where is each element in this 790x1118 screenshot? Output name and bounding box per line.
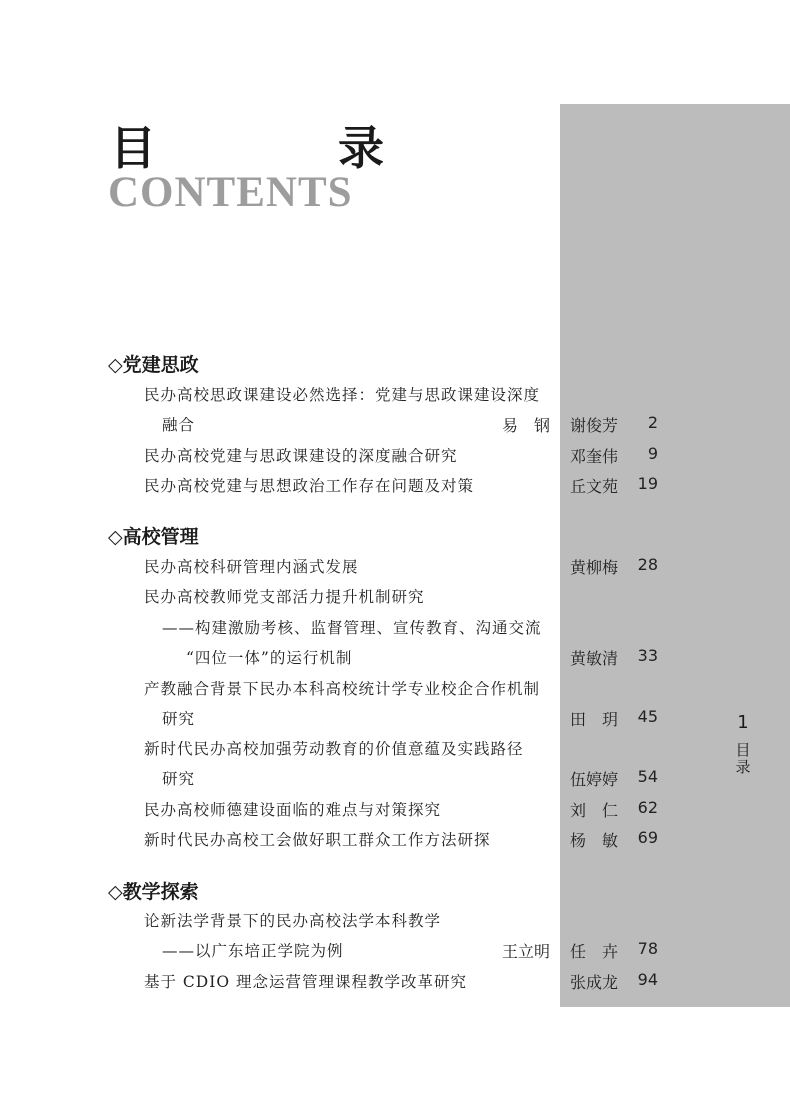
side-section-label: 目录	[735, 741, 751, 776]
toc-entry-author: 谢俊芳	[570, 416, 619, 435]
toc-entry-author: 王立明	[502, 942, 551, 961]
toc-entry-author: 黄敏清	[570, 649, 619, 668]
toc-entry-author: 易 钢	[502, 416, 551, 435]
toc-entry-title[interactable]: 新时代民办高校工会做好职工群众工作方法研探	[144, 831, 491, 849]
toc-entry-page[interactable]: 45	[637, 707, 658, 726]
toc-entry-author: 丘文苑	[570, 477, 619, 496]
toc-entry-title-cont[interactable]: 融合	[162, 416, 196, 434]
toc-entry-title[interactable]: 新时代民办高校加强劳动教育的价值意蕴及实践路径	[144, 740, 524, 758]
toc-entry-page[interactable]: 19	[637, 474, 658, 493]
toc-entry-author: 张成龙	[570, 973, 619, 992]
toc-entry-page[interactable]: 2	[647, 413, 658, 432]
toc-entry-page[interactable]: 9	[647, 444, 658, 463]
section-heading-party-building: ◇党建思政	[108, 354, 199, 376]
section-heading-college-management: ◇高校管理	[108, 526, 199, 548]
toc-entry-page[interactable]: 62	[637, 798, 658, 817]
toc-entry-page[interactable]: 94	[637, 970, 658, 989]
toc-entry-page[interactable]: 69	[637, 828, 658, 847]
toc-entry-subtitle[interactable]: ——以广东培正学院为例	[162, 942, 344, 960]
toc-entry-author: 任 卉	[570, 942, 619, 961]
toc-entry-title[interactable]: 民办高校教师党支部活力提升机制研究	[144, 588, 425, 606]
toc-entry-page[interactable]: 54	[637, 767, 658, 786]
toc-entry-page[interactable]: 33	[637, 646, 658, 665]
toc-entry-title[interactable]: 产教融合背景下民办本科高校统计学专业校企合作机制	[144, 680, 541, 698]
toc-entry-author: 杨 敏	[570, 831, 619, 850]
page-title-en: CONTENTS	[108, 169, 353, 216]
toc-entry-title[interactable]: 民办高校党建与思想政治工作存在问题及对策	[144, 477, 475, 495]
toc-entry-title[interactable]: 民办高校科研管理内涵式发展	[144, 558, 359, 576]
toc-entry-title[interactable]: 基于 CDIO 理念运营管理课程教学改革研究	[144, 973, 467, 991]
toc-entry-author: 刘 仁	[570, 801, 619, 820]
page-title: 目 录	[110, 121, 452, 175]
toc-entry-title[interactable]: 民办高校党建与思政课建设的深度融合研究	[144, 447, 458, 465]
toc-entry-title-cont[interactable]: 研究	[162, 710, 196, 728]
toc-entry-page[interactable]: 28	[637, 555, 658, 574]
toc-entry-author: 田 玥	[570, 710, 619, 729]
toc-entry-subtitle[interactable]: ——构建激励考核、监督管理、宣传教育、沟通交流	[162, 619, 542, 637]
toc-entry-page[interactable]: 78	[637, 939, 658, 958]
side-page-number: 1	[737, 712, 749, 733]
toc-entry-title[interactable]: 民办高校师德建设面临的难点与对策探究	[144, 801, 442, 819]
toc-entry-title[interactable]: 论新法学背景下的民办高校法学本科教学	[144, 912, 442, 930]
toc-entry-author: 黄柳梅	[570, 558, 619, 577]
toc-entry-title[interactable]: 民办高校思政课建设必然选择：党建与思政课建设深度	[144, 386, 541, 404]
toc-entry-title-cont[interactable]: 研究	[162, 770, 196, 788]
toc-entry-author: 邓奎伟	[570, 447, 619, 466]
section-heading-teaching-exploration: ◇教学探索	[108, 881, 199, 903]
toc-entry-author: 伍婷婷	[570, 770, 619, 789]
toc-entry-subtitle-cont[interactable]: “四位一体”的运行机制	[186, 649, 353, 667]
